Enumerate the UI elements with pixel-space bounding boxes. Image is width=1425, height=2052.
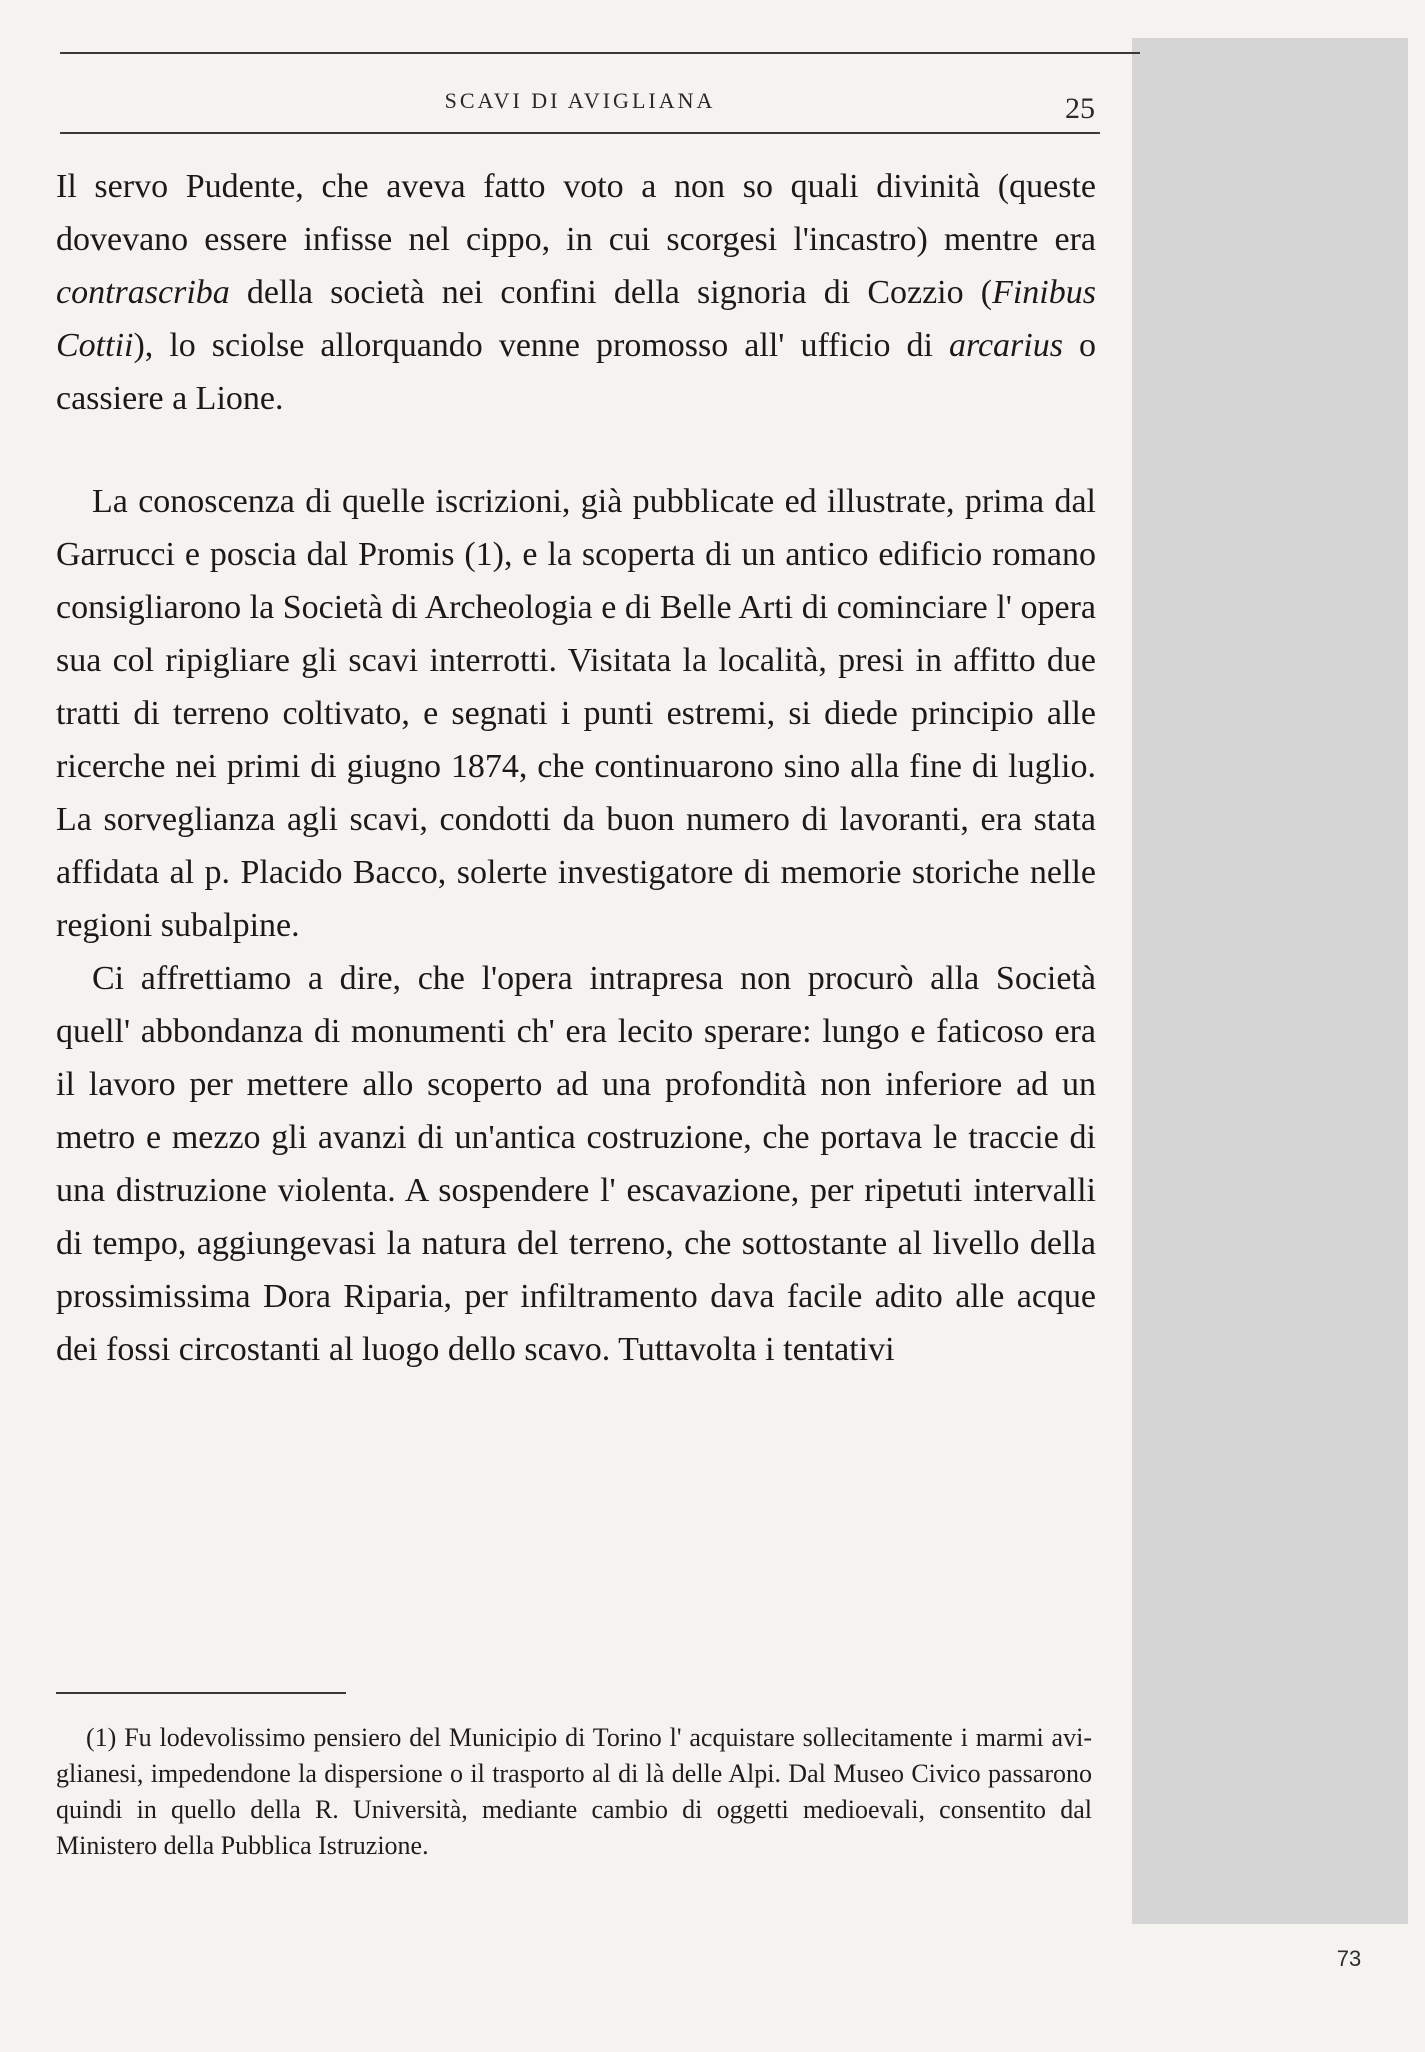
italic-term-contrascriba: contrascriba — [56, 274, 230, 311]
italic-term-finibus-cottii: Finibus Cottii — [56, 274, 1096, 364]
folio-page-number: 73 — [1336, 1946, 1362, 1971]
text-run: ), lo sciolse allorquando venne promosso all' ufficio di — [133, 327, 949, 364]
footnote-rule — [56, 1692, 346, 1694]
text-run: La conoscenza di quelle iscrizioni, già pubblicate ed illustrate, prima dal Garrucci e poscia dal Promis (1), e la scoperta di un antico edificio romano consigliarono la Società di Archeologia e di Belle Arti di cominciare l' opera sua col ripigliare gli scavi interrotti. Visitata la località, presi in affitto due tratti di terreno coltivato, e segnati i punti estremi, si diede principio alle ricerche nei primi di giugno 1874, che continuarono sino alla fine di luglio. La sorveglianza agli scavi, condotti da buon numero di lavoranti, era stata affidata al p. Placido Bacco, solerte investigatore di memorie storiche nelle regioni subalpine. — [56, 483, 1096, 944]
text-run: o cassiere a Lione. — [56, 327, 1097, 417]
footnote: (1) Fu lodevolissimo pensiero del Municipio di Torino l' acquistare sollecitamente i marmi aviglianesi, impedendone la dispersione o il trasporto al di là delle Alpi. Dal Museo Civico passarono quindi in quello della R. Università, mediante cambio di oggetti medioevali, consentito dal Ministero della Pubblica Istruzione. — [56, 1723, 1092, 1860]
text-run: Il servo Pudente, che aveva fatto voto a non so quali divinità (queste dovevano essere infisse nel cippo, in cui scorgesi l'incastro) mentre era — [56, 168, 1096, 258]
text-run: Ci affrettiamo a dire, che l'opera intrapresa non procurò alla Società quell' abbondanza di monumenti ch' era lecito sperare: lungo e faticoso era il lavoro per mettere allo scoperto ad una profondità non inferiore ad un metro e mezzo gli avanzi di un'antica costruzione, che portava le traccie di una distruzione violenta. A sospendere l' escavazione, per ripetuti intervalli di tempo, aggiungevasi la natura del terreno, che sottostante al livello della prossimissima Dora Riparia, per infiltramento dava facile adito alle acque dei fossi circostanti al luogo dello scavo. Tuttavolta i tentativi — [56, 960, 1096, 1368]
paragraph — [56, 160, 1096, 425]
header-page-number: 25 — [1065, 92, 1095, 125]
italic-term-arcarius: arcarius — [948, 327, 1063, 364]
header-top-rule — [60, 52, 1140, 54]
text-run: della società nei confini della signoria di Cozzio ( — [229, 274, 993, 311]
paragraph — [56, 952, 1096, 1376]
body-text — [56, 160, 1096, 1376]
running-title: SCAVI DI AVIGLIANA — [444, 88, 716, 113]
binding-gutter — [1132, 38, 1408, 1924]
paragraph — [56, 475, 1096, 952]
header-bottom-rule — [60, 132, 1100, 134]
